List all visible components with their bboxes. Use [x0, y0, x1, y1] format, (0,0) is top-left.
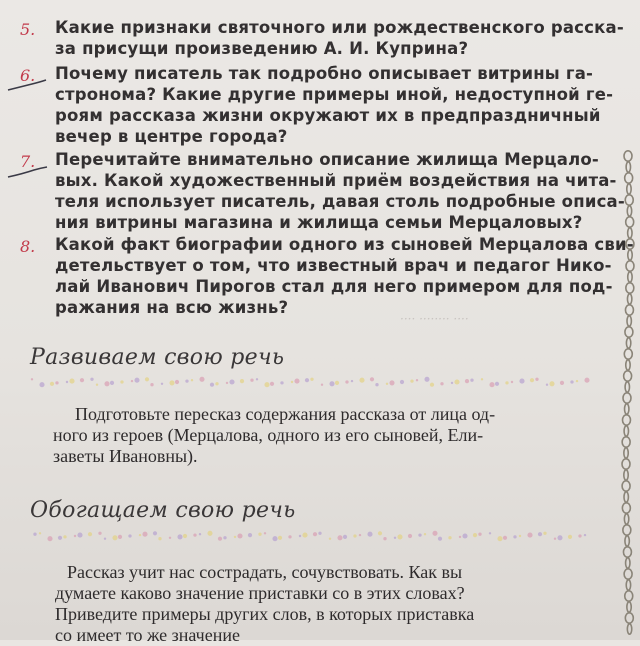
chain-link — [626, 580, 630, 590]
decor-dot — [31, 378, 33, 380]
decor-dot — [400, 380, 404, 384]
decor-dot — [527, 533, 532, 538]
decor-dot — [134, 378, 139, 383]
decor-dot — [223, 536, 226, 539]
chain-link — [626, 217, 634, 227]
decor-dot — [158, 537, 161, 540]
decor-dot — [229, 379, 234, 384]
decor-dot — [77, 533, 82, 538]
decor-dot — [169, 380, 174, 385]
decor-dot — [359, 534, 361, 536]
question-8-line-2: детельствует о том, что известный врач и педагог Нико- — [55, 256, 612, 275]
question-6-line-1: Почему писатель так подробно описывает витрины га- — [55, 64, 594, 83]
decor-dot — [416, 379, 418, 381]
decor-dot — [570, 380, 573, 383]
chain-link — [625, 404, 629, 414]
decor-dot — [448, 536, 451, 539]
chain-link — [624, 426, 628, 436]
decor-dot — [183, 534, 187, 538]
decor-dot — [359, 378, 364, 383]
decor-dot — [505, 381, 508, 384]
decor-dot — [248, 533, 252, 537]
chain-link — [624, 371, 632, 381]
question-8 — [55, 234, 634, 318]
chain-link — [624, 448, 628, 458]
chain-link — [625, 382, 629, 392]
decor-dot — [69, 379, 74, 384]
question-5-line-1: Какие признаки святочного или рождественского расска- — [55, 18, 624, 37]
chain-link — [627, 184, 631, 194]
decor-dot — [270, 382, 274, 386]
decor-dot — [302, 533, 307, 538]
decor-dot — [258, 533, 261, 536]
decor-dot — [199, 533, 201, 535]
decor-dot — [278, 536, 282, 540]
decor-dot — [424, 533, 426, 535]
decor-dot — [370, 377, 374, 381]
chain-link — [627, 294, 631, 304]
decor-dot — [459, 536, 461, 538]
section-2-line-2: думаете каково значение приставки со в этих словах? — [55, 583, 465, 603]
decor-dot — [481, 378, 483, 380]
decor-dot — [473, 533, 477, 537]
decor-dot — [199, 377, 204, 382]
chain-link — [622, 459, 630, 469]
decor-dot — [299, 535, 301, 537]
section-2-line-4: со имеет то же значение — [55, 625, 240, 645]
decor-dot — [118, 535, 122, 539]
chain-link — [626, 360, 630, 370]
question-8-line-4: ражания на всю жизнь? — [55, 298, 289, 317]
decor-dot — [329, 381, 334, 386]
decor-dot — [234, 536, 236, 538]
decor-dot — [535, 378, 538, 381]
decor-dot — [47, 536, 52, 541]
decor-dot — [538, 532, 542, 536]
decor-dot — [120, 380, 123, 383]
chain-link — [625, 327, 633, 337]
chain-link — [626, 162, 630, 172]
chain-link — [622, 415, 630, 425]
chain-link — [625, 591, 633, 601]
chain-link — [627, 206, 631, 216]
decor-dot — [74, 535, 76, 537]
decor-dot — [351, 380, 353, 382]
chain-link — [627, 624, 631, 634]
question-number-5: 5. — [20, 20, 36, 39]
question-6-line-2: стронома? Какие другие примеры иной, недоступной ге- — [55, 85, 614, 104]
chain-link — [624, 569, 632, 579]
decor-dot — [497, 536, 502, 541]
decor-dot — [451, 382, 453, 384]
decor-dot — [337, 535, 342, 540]
decor-dot — [489, 532, 491, 534]
chain-link — [627, 602, 631, 612]
question-6-line-3: роям рассказа жизни окружают их в предпраздничный — [55, 106, 601, 125]
chain-link — [625, 195, 633, 205]
decor-dot — [584, 534, 586, 536]
section-2-line-3: Приведите примеры других слов, в которых приставка — [55, 604, 475, 624]
decor-dot — [215, 382, 218, 385]
decor-dot — [503, 536, 507, 540]
decor-dot — [305, 378, 309, 382]
decor-dot — [96, 384, 98, 386]
decor-dot — [375, 383, 378, 386]
decor-dot — [218, 537, 222, 541]
section-heading-develop-speech: Развиваем свою речь — [30, 345, 285, 370]
chain-link — [622, 481, 630, 491]
decor-dot — [430, 383, 434, 387]
decor-dot — [310, 378, 313, 381]
decor-dot — [294, 379, 299, 384]
decor-dot — [185, 379, 188, 382]
chain-link — [623, 525, 631, 535]
decor-dot — [397, 534, 402, 539]
decor-dot — [88, 532, 92, 536]
question-number-6: 6. — [20, 66, 36, 85]
chain-link — [624, 514, 628, 524]
decor-dot — [345, 380, 348, 383]
decor-dot — [495, 382, 499, 386]
decor-dot — [112, 535, 117, 540]
decor-dot — [530, 378, 534, 382]
decor-dot — [438, 537, 442, 541]
decor-dot — [58, 536, 62, 540]
show-through-text: ···· ········ ···· — [400, 312, 469, 326]
decor-dot — [210, 383, 214, 387]
decor-dot — [256, 378, 258, 380]
decor-dot — [291, 381, 293, 383]
decor-dot — [128, 534, 131, 537]
question-8-line-1: Какой факт биографии одного из сыновей Мерцалова сви- — [55, 235, 634, 254]
chain-link — [626, 261, 634, 271]
chain-link — [626, 283, 634, 293]
decor-dot — [110, 381, 114, 385]
decor-dot — [264, 532, 266, 534]
decor-dot — [478, 533, 481, 536]
question-7-line-3: теля использует писатель, давая столь подробные описа- — [55, 192, 625, 211]
chain-link — [628, 250, 632, 260]
decor-dot — [394, 537, 396, 539]
decorative-dots-1 — [30, 376, 590, 388]
decor-dot — [513, 535, 516, 538]
question-6 — [55, 63, 613, 147]
decor-dot — [543, 532, 546, 535]
section-1-line-2: ного из героев (Мерцалова, одного из его сыновей, Ели- — [53, 425, 484, 445]
chain-link — [626, 239, 634, 249]
question-number-8: 8. — [20, 237, 36, 256]
decor-dot — [169, 537, 171, 539]
decor-dot — [424, 377, 429, 382]
question-6-line-4: вечер в центре города? — [55, 127, 288, 146]
decor-dot — [511, 381, 513, 383]
decor-dot — [519, 535, 521, 537]
section-2-task — [55, 562, 474, 646]
decor-dot — [193, 533, 196, 536]
question-7 — [55, 149, 625, 233]
chain-link — [625, 305, 633, 315]
decor-dot — [207, 531, 212, 536]
decor-dot — [383, 537, 386, 540]
decor-dot — [353, 534, 356, 537]
chain-link — [625, 613, 633, 623]
chain-link — [624, 349, 632, 359]
decor-dot — [576, 380, 578, 382]
decor-dot — [557, 535, 562, 540]
decor-dot — [386, 383, 388, 385]
question-8-line-3: лай Иванович Пирогов стал для него примером для под- — [55, 277, 613, 296]
section-1-line-1: Подготовьте пересказ содержания рассказа от лица од- — [75, 404, 496, 424]
decor-dot — [80, 378, 84, 382]
decor-dot — [139, 534, 141, 536]
decor-dot — [378, 531, 382, 535]
decor-dot — [177, 534, 182, 539]
bookmark-chain — [616, 150, 640, 640]
chain-link — [628, 272, 632, 282]
chain-link — [623, 547, 631, 557]
decor-dot — [454, 379, 459, 384]
chain-link — [625, 536, 629, 546]
chain-link — [626, 338, 630, 348]
decor-dot — [389, 380, 394, 385]
decor-dot — [584, 378, 589, 383]
decor-dot — [470, 379, 473, 382]
decor-dot — [175, 380, 179, 384]
decor-dot — [90, 378, 93, 381]
question-7-line-2: вых. Какой художественный приём воздействия на чита- — [55, 171, 617, 190]
decor-dot — [343, 535, 347, 539]
decor-dot — [240, 379, 244, 383]
question-5 — [55, 17, 624, 59]
decor-dot — [568, 535, 572, 539]
decor-dot — [50, 382, 54, 386]
decor-dot — [410, 379, 413, 382]
decor-dot — [418, 533, 421, 536]
decor-dot — [288, 535, 291, 538]
decor-dot — [335, 381, 339, 385]
decorative-dots-2 — [30, 530, 590, 542]
section-2-line-1: Рассказ учит нас сострадать, сочувствовать. Как вы — [67, 562, 463, 582]
decor-dot — [55, 381, 58, 384]
decor-dot — [191, 379, 193, 381]
decor-dot — [98, 532, 101, 535]
decor-dot — [313, 532, 317, 536]
decor-dot — [39, 532, 41, 534]
decor-dot — [519, 379, 524, 384]
decor-dot — [318, 532, 321, 535]
decor-dot — [131, 380, 133, 382]
chain-link — [622, 437, 630, 447]
decor-dot — [554, 538, 556, 540]
decor-dot — [237, 533, 242, 538]
decor-dot — [546, 384, 548, 386]
decor-dot — [39, 382, 44, 387]
decor-dot — [150, 383, 153, 386]
decor-dot — [264, 382, 269, 387]
section-1-line-3: заветы Ивановны). — [53, 446, 198, 466]
decor-dot — [367, 532, 372, 537]
decor-dot — [161, 383, 163, 385]
chain-link — [624, 151, 632, 161]
decor-dot — [272, 536, 277, 541]
decor-dot — [465, 379, 469, 383]
section-1-task — [53, 404, 496, 467]
decor-dot — [560, 381, 564, 385]
section-heading-enrich-speech: Обогащаем свою речь — [30, 498, 296, 523]
chain-link — [628, 228, 632, 238]
decor-dot — [226, 382, 228, 384]
decor-dot — [250, 379, 253, 382]
decor-dot — [578, 534, 581, 537]
decor-dot — [549, 381, 554, 386]
chain-link — [624, 470, 628, 480]
chain-link — [626, 558, 630, 568]
decor-dot — [33, 533, 36, 536]
chain-link — [627, 316, 631, 326]
question-5-line-2: за присущи произведению А. И. Куприна? — [55, 39, 469, 58]
decor-dot — [280, 381, 283, 384]
decor-dot — [440, 382, 443, 385]
chain-link — [625, 173, 633, 183]
decor-dot — [462, 533, 467, 538]
decor-dot — [104, 538, 106, 540]
chain-link — [622, 503, 630, 513]
decor-dot — [66, 381, 68, 383]
decor-dot — [153, 531, 157, 535]
decor-dot — [63, 535, 66, 538]
decor-dot — [321, 384, 323, 386]
decor-dot — [145, 377, 149, 381]
chain-link — [624, 492, 628, 502]
decor-dot — [489, 382, 494, 387]
decor-dot — [104, 381, 109, 386]
chain-link — [623, 393, 631, 403]
decor-dot — [432, 531, 437, 536]
decor-dot — [408, 534, 412, 538]
question-number-7: 7. — [20, 152, 36, 171]
question-7-line-1: Перечитайте внимательно описание жилища Мерцало- — [55, 150, 599, 169]
decor-dot — [329, 538, 331, 540]
decor-dot — [142, 532, 147, 537]
question-7-line-4: ния витрины магазина и жилища семьи Мерцаловых? — [55, 213, 583, 232]
